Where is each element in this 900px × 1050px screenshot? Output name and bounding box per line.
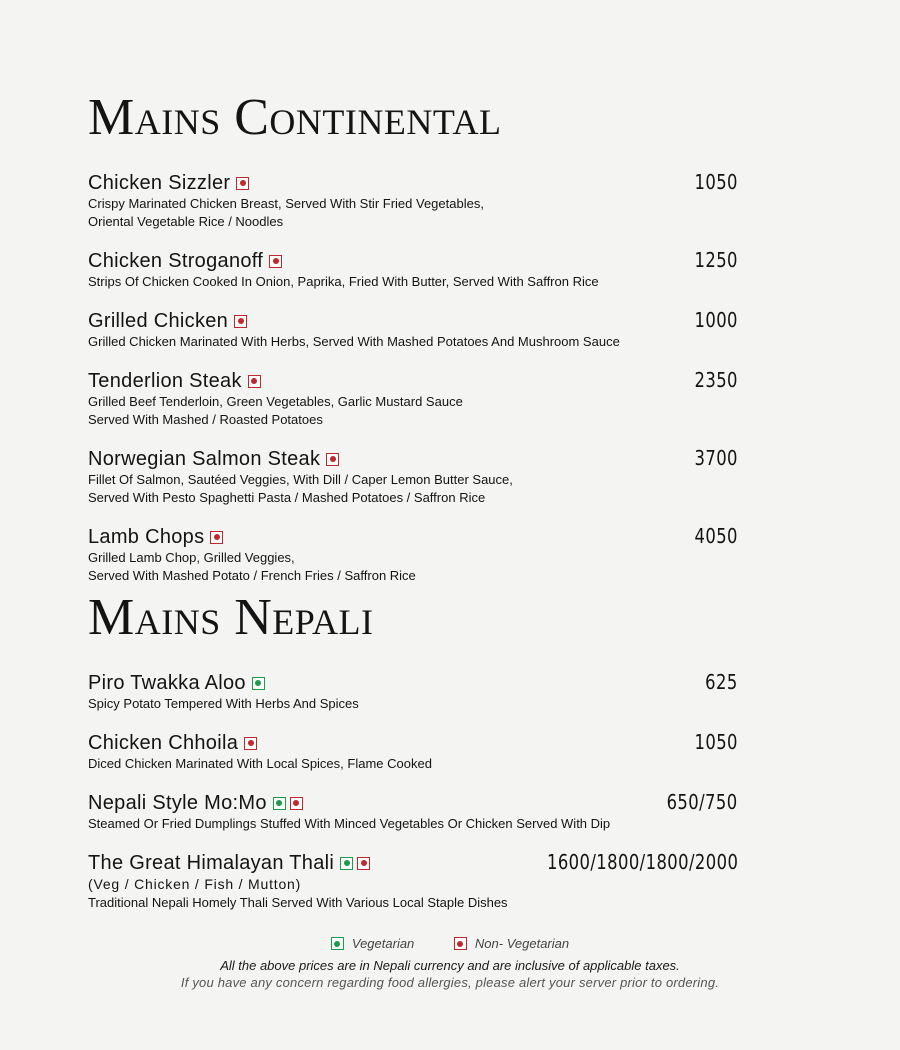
item-description: Steamed Or Fried Dumplings Stuffed With Minced Vegetables Or Chicken Served With Dip <box>88 816 611 831</box>
non-veg-mark-icon <box>234 315 247 328</box>
menu-item <box>88 310 738 350</box>
tax-note: All the above prices are in Nepali currency and are inclusive of applicable taxes. <box>220 958 680 973</box>
item-name: Norwegian Salmon Steak <box>88 448 321 470</box>
item-description: Served With Mashed Potato / French Fries / Saffron Rice <box>88 568 416 583</box>
non-veg-mark-icon <box>357 857 370 870</box>
item-description: Grilled Lamb Chop, Grilled Veggies, <box>88 550 295 565</box>
menu-item <box>88 852 738 911</box>
allergy-note: If you have any concern regarding food allergies, please alert your server prior to ordering. <box>180 975 720 990</box>
menu-item <box>88 370 738 428</box>
menu-item <box>88 526 738 584</box>
veg-mark-icon <box>340 857 353 870</box>
item-description: Grilled Chicken Marinated With Herbs, Served With Mashed Potatoes And Mushroom Sauce <box>88 334 620 349</box>
item-name: Tenderlion Steak <box>88 370 242 392</box>
item-description: Traditional Nepali Homely Thali Served With Various Local Staple Dishes <box>88 895 508 910</box>
item-price: 1600/1800/1800/2000 <box>546 850 738 874</box>
item-price: 1050 <box>694 730 738 754</box>
item-description: Served With Mashed / Roasted Potatoes <box>88 412 323 427</box>
item-price: 650/750 <box>666 790 738 814</box>
non-veg-mark-icon <box>326 453 339 466</box>
non-veg-mark-icon <box>454 937 467 950</box>
item-description: Diced Chicken Marinated With Local Spices, Flame Cooked <box>88 756 432 771</box>
item-name: Chicken Stroganoff <box>88 250 264 272</box>
item-description: Served With Pesto Spaghetti Pasta / Mashed Potatoes / Saffron Rice <box>88 490 486 505</box>
item-name: Chicken Sizzler <box>88 172 231 194</box>
non-veg-mark-icon <box>290 797 303 810</box>
item-variants: (Veg / Chicken / Fish / Mutton) <box>88 876 302 892</box>
item-description: Grilled Beef Tenderloin, Green Vegetables, Garlic Mustard Sauce <box>88 394 463 409</box>
item-price: 1250 <box>694 248 738 272</box>
menu-item <box>88 448 738 506</box>
item-description: Oriental Vegetable Rice / Noodles <box>88 214 284 229</box>
item-name: Nepali Style Mo:Mo <box>88 792 267 814</box>
legend-veg-label: Vegetarian <box>351 936 415 951</box>
veg-mark-icon <box>331 937 344 950</box>
item-price: 2350 <box>694 368 738 392</box>
item-description: Fillet Of Salmon, Sautéed Veggies, With Dill / Caper Lemon Butter Sauce, <box>88 472 513 487</box>
section-title-nepali: Mains Nepali <box>88 589 374 646</box>
non-veg-mark-icon <box>248 375 261 388</box>
item-name: The Great Himalayan Thali <box>88 852 335 874</box>
menu-footer <box>0 936 900 991</box>
veg-mark-icon <box>252 677 265 690</box>
continental-section <box>88 89 738 604</box>
item-name: Chicken Chhoila <box>88 732 239 754</box>
menu-item <box>88 732 738 772</box>
menu-item <box>88 172 738 230</box>
non-veg-mark-icon <box>236 177 249 190</box>
menu-item <box>88 672 738 712</box>
item-price: 1000 <box>694 308 738 332</box>
item-price: 4050 <box>694 524 738 548</box>
non-veg-mark-icon <box>210 531 223 544</box>
item-price: 1050 <box>694 170 738 194</box>
legend <box>0 936 900 953</box>
item-name: Grilled Chicken <box>88 310 229 332</box>
nepali-section <box>88 589 738 931</box>
item-name: Lamb Chops <box>88 526 205 548</box>
menu-item <box>88 792 738 832</box>
legend-nonveg-label: Non- Vegetarian <box>474 936 570 951</box>
item-price: 625 <box>705 670 738 694</box>
item-description: Crispy Marinated Chicken Breast, Served With Stir Fried Vegetables, <box>88 196 484 211</box>
non-veg-mark-icon <box>269 255 282 268</box>
item-description: Strips Of Chicken Cooked In Onion, Paprika, Fried With Butter, Served With Saffron Rice <box>88 274 599 289</box>
section-title-continental: Mains Continental <box>88 89 502 146</box>
menu-item <box>88 250 738 290</box>
item-name: Piro Twakka Aloo <box>88 672 246 694</box>
veg-mark-icon <box>273 797 286 810</box>
non-veg-mark-icon <box>244 737 257 750</box>
item-description: Spicy Potato Tempered With Herbs And Spices <box>88 696 359 711</box>
item-price: 3700 <box>694 446 738 470</box>
